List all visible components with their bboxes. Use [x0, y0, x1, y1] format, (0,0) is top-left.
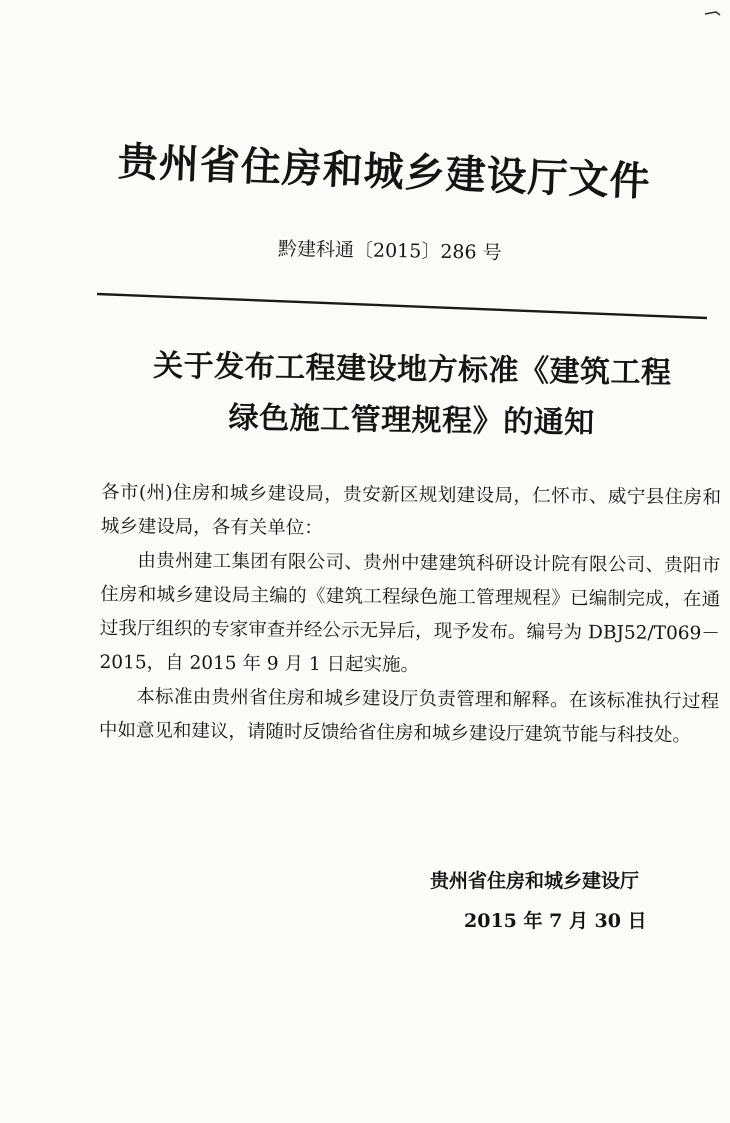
header-divider	[97, 292, 707, 322]
document-number: 黔建科通〔2015〕286 号	[277, 238, 502, 264]
management-paragraph: 本标准由贵州省住房和城乡建设厅负责管理和解释。在该标准执行过程中如意见和建议，请随时反馈给省住房和城乡建设厅建筑节能与科技处。	[98, 686, 720, 747]
addressees-paragraph: 各市(州)住房和城乡建设局，贵安新区规划建设局，仁怀市、威宁县住房和城乡建设局，各有关单位：	[100, 482, 722, 539]
issuer-title: 贵州省住房和城乡建设厅文件	[116, 139, 652, 206]
signature-organization: 贵州省住房和城乡建设厅	[430, 870, 640, 892]
corner-mark-icon	[704, 8, 722, 18]
release-paragraph: 由贵州建工集团有限公司、贵州中建建筑科研设计院有限公司、贵阳市住房和城乡建设局主编的《建筑工程绿色施工管理规程》已编制完成，在通过我厅组织的专家审查并经公示无异后，现予发布。编号为 DBJ52/T069－2015，自 2015 年 9 月 1 日起实施。	[99, 550, 721, 676]
notice-title	[111, 340, 712, 450]
notice-body	[99, 476, 721, 753]
signature-date: 2015 年 7 月 30 日	[464, 910, 647, 932]
notice-title-line-2: 绿色施工管理规程》的通知	[228, 400, 595, 441]
notice-title-line-1: 关于发布工程建设地方标准《建筑工程	[152, 348, 672, 391]
